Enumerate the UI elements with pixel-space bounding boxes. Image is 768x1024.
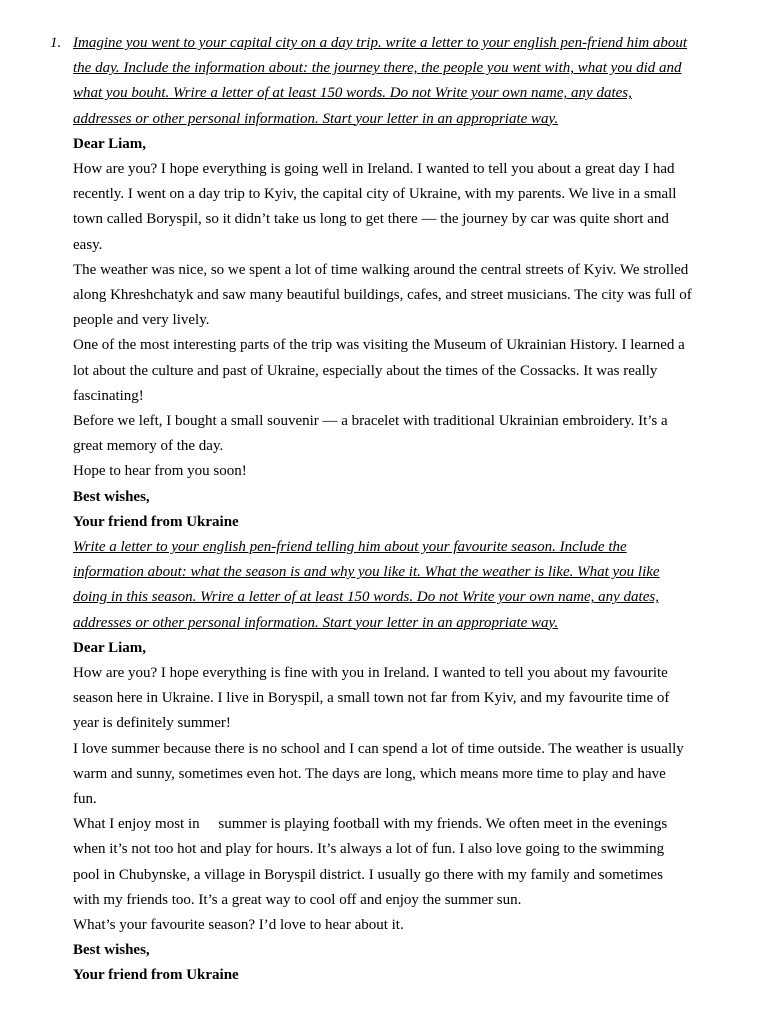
letter-2-body [73,661,728,938]
letter-2-line: fun. [73,790,97,807]
letter-1-line: easy. [73,236,103,253]
letter-1-line: Before we left, I bought a small souvenir — a bracelet with traditional Ukrainian embroidery. It’s a [73,412,668,429]
letter-1-line: lot about the culture and past of Ukraine, especially about the times of the Cossacks. It was really [73,362,658,379]
letter-2-greeting-block [73,636,728,661]
letter-2-signature: Your friend from Ukraine [73,967,239,984]
task-2-line: doing in this season. Wrire a letter of at least 150 words. Do not Write your own name, any dates, [73,589,659,606]
task-1-line: what you bouht. Wrire a letter of at least 150 words. Do not Write your own name, any dates, [73,85,632,102]
task-2-line: Write a letter to your english pen-friend telling him about your favourite season. Include the [73,539,627,555]
letter-2-line: with my friends too. It’s a great way to cool off and enjoy the summer sun. [73,891,522,908]
letter-2-line: season here in Ukraine. I live in Boryspil, a small town not far from Kyiv, and my favourite time of [73,690,670,707]
letter-1-signature: Your friend from Ukraine [73,513,239,530]
letter-2-line: I love summer because there is no school and I can spend a lot of time outside. The weather is usually [73,740,684,757]
letter-1-line: people and very lively. [73,312,210,329]
task-2-prompt [73,535,728,636]
task-1-line: Imagine you went to your capital city on a day trip. write a letter to your english pen-friend him about [73,35,688,51]
letter-1-body [73,157,728,484]
letter-2-line: How are you? I hope everything is fine with you in Ireland. I wanted to tell you about my favourite [73,665,668,681]
letter-1-line: town called Boryspil, so it didn’t take us long to get there — the journey by car was quite short and [73,211,669,228]
task-1-prompt [73,31,728,132]
task-1-line: the day. Include the information about: the journey there, the people you went with, what you did and [73,60,682,77]
letter-1-line: fascinating! [73,387,144,404]
list-number: 1. [50,35,62,51]
letter-1-line: along Khreshchatyk and saw many beautiful buildings, cafes, and street musicians. The city was full of [73,286,692,303]
letter-1-line: Hope to hear from you soon! [73,463,247,480]
letter-1-line: The weather was nice, so we spent a lot of time walking around the central streets of Kyiv. We strolled [73,261,689,278]
letter-2-line: year is definitely summer! [73,715,231,732]
letter-1-closing: Best wishes, [73,488,150,505]
task-2-line: addresses or other personal information. Start your letter in an appropriate way. [73,614,559,631]
letter-2-signoff [73,938,728,988]
task-2-line: information about: what the season is and why you like it. What the weather is like. What you like [73,564,660,581]
letter-1-line: One of the most interesting parts of the trip was visiting the Museum of Ukrainian History. I learned a [73,337,685,354]
letter-1-line: great memory of the day. [73,438,224,455]
letter-1-greeting: Dear Liam, [73,135,147,152]
letter-2-line: when it’s not too hot and play for hours. It’s always a lot of fun. I also love going to the swimming [73,841,665,858]
letter-1-line: recently. I went on a day trip to Kyiv, the capital city of Ukraine, with my parents. We live in a small [73,186,677,203]
letter-1-line: How are you? I hope everything is going well in Ireland. I wanted to tell you about a great day I had [73,161,675,177]
letter-2-line: warm and sunny, sometimes even hot. The days are long, which means more time to play and have [73,765,666,782]
task-1-line: addresses or other personal information. Start your letter in an appropriate way. [73,110,559,127]
letter-2-line: What’s your favourite season? I’d love to hear about it. [73,916,404,933]
letter-2-greeting: Dear Liam, [73,639,147,656]
letter-2-line: What I enjoy most in summer is playing football with my friends. We often meet in the evenings [73,816,668,833]
letter-1-greeting-block [73,132,728,157]
letter-1-signoff [73,485,728,535]
letter-2-closing: Best wishes, [73,942,150,959]
letter-2-line: pool in Chubynske, a village in Boryspil district. I usually go there with my family and sometimes [73,866,663,883]
